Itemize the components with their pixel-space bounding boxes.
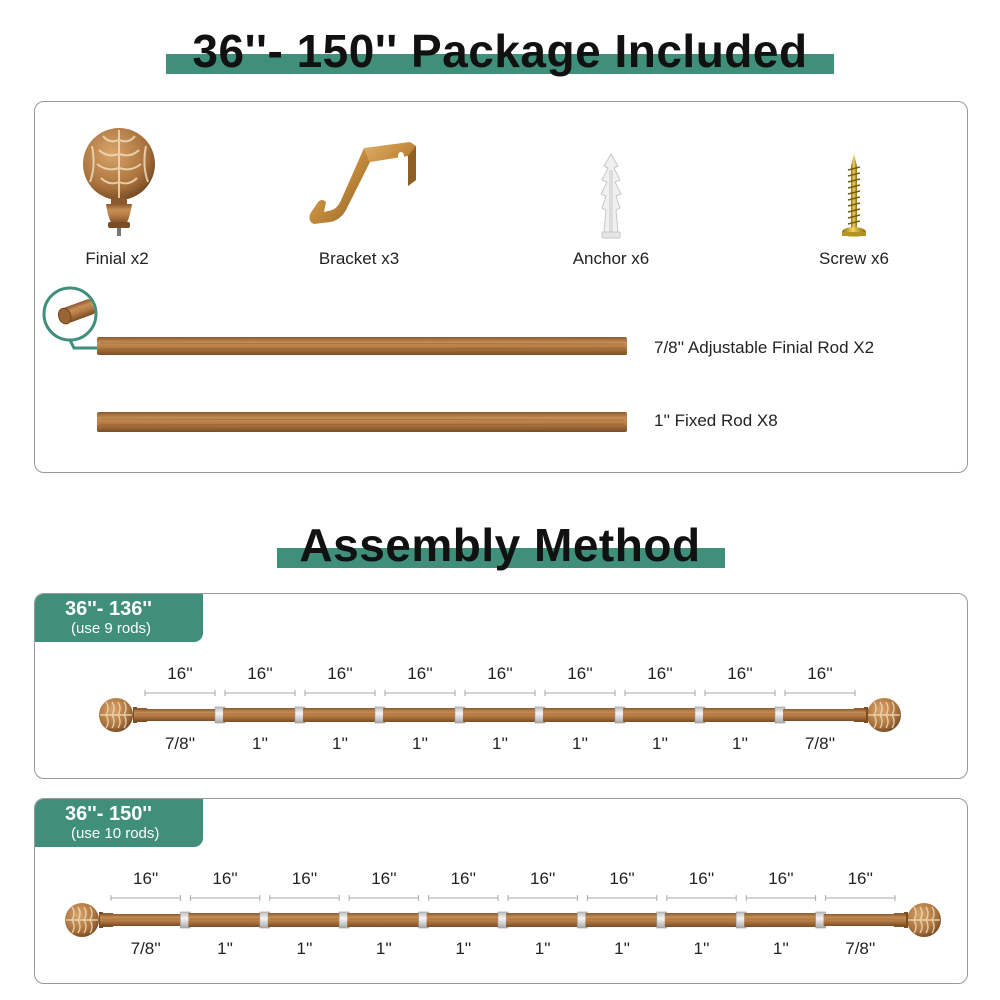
segment-length-label: 16'' <box>609 869 635 888</box>
assembly-heading <box>0 518 1000 572</box>
segment-length-label: 16'' <box>247 664 273 683</box>
rod-segment <box>824 914 906 926</box>
package-heading <box>0 24 1000 78</box>
segment-diameter-label: 1'' <box>614 939 631 958</box>
rod-count-note: (use 10 rods) <box>71 825 160 842</box>
segment-diameter-label: 1'' <box>375 939 392 958</box>
assembly-diagram-10-rods <box>34 798 966 982</box>
segment-diameter-label: 1'' <box>652 734 668 753</box>
segment-diameter-label: 7/8'' <box>130 939 161 958</box>
segment-diameter-label: 1'' <box>412 734 428 753</box>
segment-length-label: 16'' <box>647 664 673 683</box>
segment-length-label: 16'' <box>567 664 593 683</box>
item-label-screw: Screw x6 <box>819 249 889 268</box>
anchor-icon <box>596 152 626 240</box>
segment-length-label: 16'' <box>371 869 397 888</box>
segment-diameter-label: 1'' <box>332 734 348 753</box>
segment-length-label: 16'' <box>132 869 159 888</box>
segment-diameter-label: 1'' <box>572 734 588 753</box>
adjustable-finial-rod <box>96 335 630 357</box>
range-label: 36''- 136'' <box>65 598 152 620</box>
rod-segment <box>665 913 738 927</box>
rod-segment <box>543 708 617 722</box>
segment-diameter-label: 1'' <box>732 734 748 753</box>
rod-segment <box>623 708 697 722</box>
segment-diameter-label: 1'' <box>772 939 789 958</box>
segment-diameter-label: 1'' <box>217 939 234 958</box>
segment-diameter-label: 1'' <box>492 734 508 753</box>
rod-label-fixed: 1'' Fixed Rod X8 <box>654 411 778 430</box>
item-label-finial: Finial x2 <box>85 249 149 268</box>
segment-diameter-label: 1'' <box>455 939 472 958</box>
segment-diameter-label: 7/8'' <box>164 734 196 753</box>
rod-segment <box>427 913 500 927</box>
segment-length-label: 16'' <box>450 869 477 888</box>
rod-label-adjustable: 7/8'' Adjustable Finial Rod X2 <box>654 338 875 357</box>
segment-length-label: 16'' <box>167 664 193 683</box>
item-label-bracket: Bracket x3 <box>318 249 400 268</box>
assembly-title: Assembly Method <box>299 519 701 571</box>
segment-length-label: 16'' <box>529 869 556 888</box>
rod-segment <box>268 913 341 927</box>
rod-segment <box>223 708 297 722</box>
rod-segment <box>783 709 866 721</box>
segment-diameter-label: 1'' <box>534 939 551 958</box>
rod-segment <box>463 708 537 722</box>
rod-segment <box>585 913 658 927</box>
segment-length-label: 16'' <box>688 869 715 888</box>
segment-length-label: 16'' <box>768 869 794 888</box>
segment-diameter-label: 7/8'' <box>845 939 876 958</box>
bracket-icon <box>304 140 444 232</box>
item-label-anchor: Anchor x6 <box>572 249 650 268</box>
segment-diameter-label: 1'' <box>252 734 268 753</box>
rod-segment <box>100 914 182 926</box>
fixed-rod <box>96 410 630 434</box>
rod-segment <box>134 709 217 721</box>
segment-length-label: 16'' <box>327 664 353 683</box>
segment-length-label: 16'' <box>727 664 753 683</box>
segment-length-label: 16'' <box>847 869 874 888</box>
rod-count-note: (use 9 rods) <box>71 620 152 637</box>
finial-icon <box>78 126 160 236</box>
segment-diameter-label: 1'' <box>296 939 313 958</box>
segment-length-label: 16'' <box>212 869 238 888</box>
segment-length-label: 16'' <box>487 664 513 683</box>
range-label: 36''- 150'' <box>65 803 152 825</box>
segment-length-label: 16'' <box>407 664 433 683</box>
rod-segment <box>303 708 377 722</box>
package-title: 36''- 150'' Package Included <box>192 25 808 77</box>
segment-length-label: 16'' <box>807 664 833 683</box>
rod-segment <box>506 913 579 927</box>
rod-segment <box>703 708 777 722</box>
rod-segment <box>744 913 817 927</box>
rod-segment <box>347 913 420 927</box>
segment-diameter-label: 7/8'' <box>804 734 836 753</box>
rod-segment <box>188 913 261 927</box>
segment-diameter-label: 1'' <box>693 939 710 958</box>
segment-length-label: 16'' <box>291 869 318 888</box>
assembly-diagram-9-rods <box>34 593 966 777</box>
screw-icon <box>840 152 868 242</box>
rod-segment <box>383 708 457 722</box>
